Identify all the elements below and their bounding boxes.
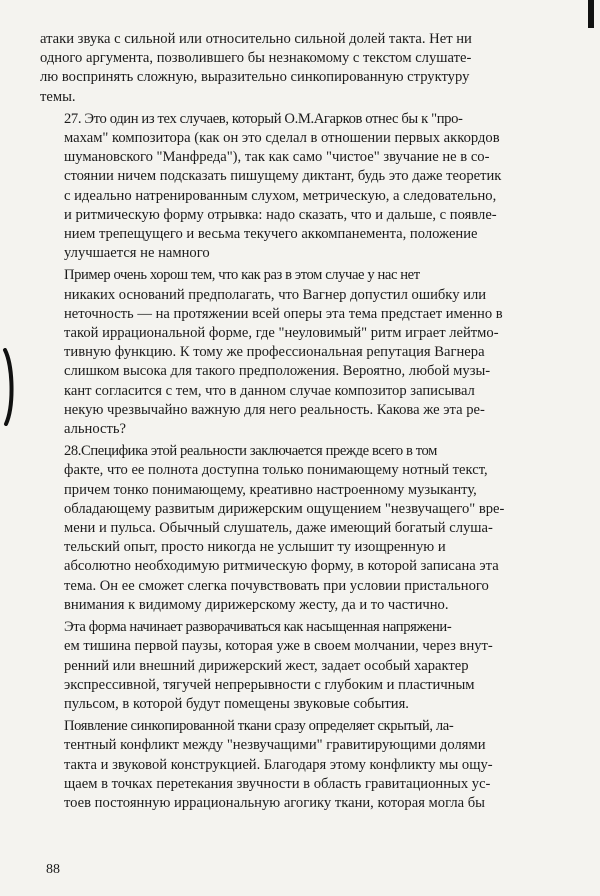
text-line: мени и пульса. Обычный слушатель, даже имеющий богатый слуша-	[64, 520, 493, 537]
text-line: ем тишина первой паузы, которая уже в своем молчании, через внут-	[64, 638, 493, 655]
text-line: альность?	[64, 421, 127, 438]
text-line: причем тонко понимающему, креативно настроенному музыканту,	[64, 481, 477, 498]
text-line: пульсом, в которой будут помещены звуковые события.	[64, 695, 409, 712]
paragraph-syncopation	[40, 717, 574, 813]
text-line: с идеально натренированным слухом, метрическую, а следовательно,	[64, 187, 497, 204]
text-line: некую чрезвычайно важную для него реальность. Какова же эта ре-	[64, 401, 485, 418]
paragraph-27	[40, 110, 574, 264]
paragraph-form	[40, 618, 574, 714]
text-line: лю воспринять сложную, выразительно синкопированную структуру	[40, 69, 470, 86]
text-line: темы.	[40, 88, 76, 105]
text-line: слишком высока для такого предположения. Вероятно, любой музы-	[64, 363, 491, 380]
paragraph-intro	[40, 30, 574, 107]
paragraph-28	[40, 442, 574, 615]
text-line: экспрессивной, тягучей непрерывности с глубоким и пластичным	[64, 676, 475, 693]
text-line: одного аргумента, позволившего бы незнакомому с текстом слушате-	[40, 50, 472, 67]
text-line: Пример очень хорош тем, что как раз в этом случае у нас нет	[64, 267, 420, 284]
scan-edge-mark	[588, 0, 594, 28]
text-line: стоянии ничем подсказать пишущему диктант, будь это даже теоретик	[64, 168, 502, 185]
text-line: никаких оснований предполагать, что Вагнер допустил ошибку или	[64, 286, 487, 303]
text-line: нием трепещущего и весьма текучего аккомпанемента, положение	[64, 226, 478, 243]
text-line: 28.Специфика этой реальности заключается прежде всего в том	[64, 443, 437, 460]
text-line: Появление синкопированной ткани сразу определяет скрытый, ла-	[64, 718, 454, 735]
text-line: 27. Это один из тех случаев, который О.М.Агарков отнес бы к "про-	[64, 110, 463, 127]
text-line: Эта форма начинает разворачиваться как насыщенная напряжени-	[64, 619, 452, 636]
text-line: абсолютно необходимую ритмическую форму, в которой записана эта	[64, 558, 499, 575]
text-line: тентный конфликт между "незвучащими" гравитирующими долями	[64, 737, 486, 754]
margin-bracket-mark	[2, 348, 14, 426]
page-number: 88	[46, 862, 60, 877]
text-line: ренний или внешний дирижерский жест, задает особый характер	[64, 657, 469, 674]
text-line: неточность — на протяжении всей оперы эта тема предстает именно в	[64, 305, 503, 322]
text-line: тельский опыт, просто никогда не услышит ту изощренную и	[64, 539, 446, 556]
text-line: и ритмическую форму отрывка: надо сказать, что и дальше, с появле-	[64, 206, 497, 223]
text-line: внимания к видимому дирижерскому жесту, да и то частично.	[64, 596, 449, 613]
paragraph-wagner	[40, 266, 574, 439]
text-line: такой иррациональной форме, где "неуловимый" ритм играет лейтмо-	[64, 325, 499, 342]
text-line: шумановского "Манфреда"), так как само "чистое" звучание не в со-	[64, 149, 490, 166]
text-line: махам" композитора (как он это сделал в отношении первых аккордов	[64, 130, 500, 147]
text-line: тивную функцию. К тому же профессиональная репутация Вагнера	[64, 344, 485, 361]
text-line: улучшается не намного	[64, 245, 210, 262]
text-line: кант согласится с тем, что в данном случае композитор записывал	[64, 382, 475, 399]
text-line: тема. Он ее сможет слегка почувствовать при условии пристального	[64, 577, 489, 594]
text-line: тоев постоянную иррациональную агогику ткани, которая могла бы	[64, 794, 485, 811]
text-line: факте, что ее полнота доступна только понимающему нотный текст,	[64, 462, 488, 479]
page-body	[40, 30, 574, 813]
text-line: атаки звука с сильной или относительно сильной долей такта. Нет ни	[40, 31, 472, 47]
text-line: такта и звуковой конструкцией. Благодаря этому конфликту мы ощу-	[64, 756, 493, 773]
text-line: обладающему развитым дирижерским ощущением "незвучащего" вре-	[64, 500, 505, 517]
text-line: щаем в точках перетекания звучности в область гравитационных ус-	[64, 775, 491, 792]
